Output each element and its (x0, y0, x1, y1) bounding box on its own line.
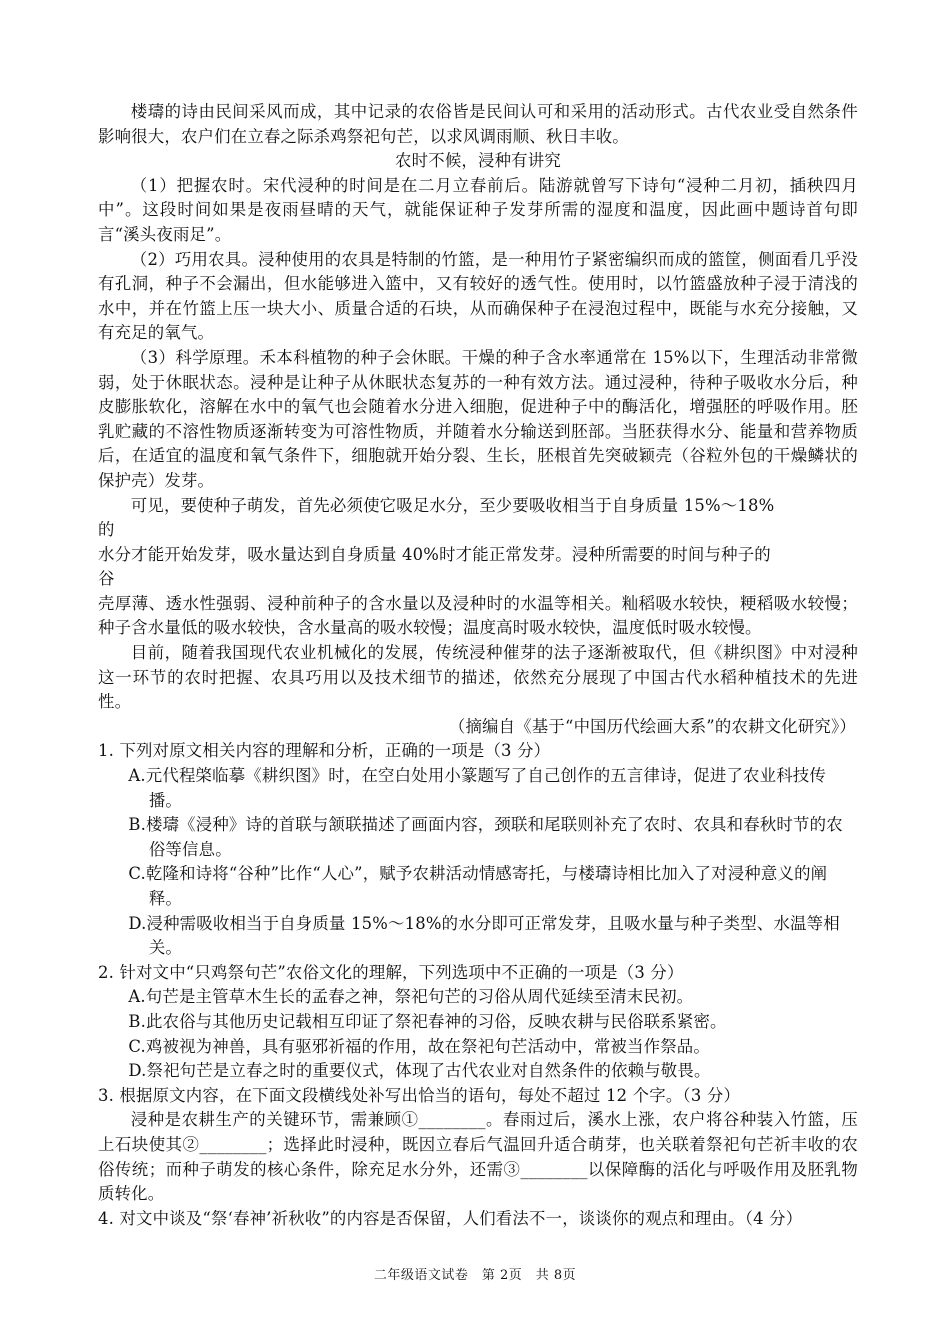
passage-paragraph-5-rest: 壳厚薄、透水性强弱、浸种前种子的含水量以及浸种时的水温等相关。籼稻吸水较快，粳稻吸水较慢；种子含水量低的吸水较快，含水量高的吸水较慢；温度高时吸水较快，温度低时吸水较慢。 (98, 593, 858, 638)
passage-paragraph-5-line-2: 的 (98, 520, 115, 540)
question-2-stem: 2. 针对文中“只鸡祭句芒”农俗文化的理解，下列选项中不正确的一项是（3 分） (98, 962, 684, 982)
page-footer: 二年级语文试卷 第 2页 共 8页 (373, 1268, 577, 1283)
passage-paragraph-4: （3）科学原理。禾本科植物的种子会休眠。干燥的种子含水率通常在 15%以下，生理活动非常微弱，处于休眠状态。浸种是让种子从休眠状态复苏的一种有效方法。通过浸种，待种子吸收水分后，种皮膨胀软化，溶解在水中的氧气也会随着水分进入细胞，促进种子中的酶活化，增强胚的呼吸作用。胚乳贮藏的不溶性物质逐渐转变为可溶性物质，并随着水分输送到胚部。当胚获得水分、能量和营养物质后，在适宜的温度和氧气条件下，细胞就开始分裂、生长，胚根首先突破颖壳（谷粒外包的干燥鳞状的保护壳）发芽。 (98, 347, 858, 490)
passage-paragraph-5-line-3: 水分才能开始发芽，吸水量达到自身质量 40%时才能正常发芽。浸种所需要的时间与种子的 (98, 544, 771, 564)
question-2-option-c: C.鸡被视为神兽，具有驱邪祈福的作用，故在祭祀句芒活动中，常被当作祭品。 (128, 1036, 710, 1056)
passage-paragraph-5-line-1: 可见，要使种子萌发，首先必须使它吸足水分，至少要吸收相当于自身质量 15%～18% (130, 495, 775, 515)
question-2-option-a: A.句芒是主管草木生长的孟春之神，祭祀句芒的习俗从周代延续至清末民初。 (128, 987, 694, 1007)
question-3-stem: 3. 根据原文内容，在下面文段横线处补写出恰当的语句，每处不超过 12 个字。（3 分） (98, 1085, 741, 1105)
question-3-passage: 浸种是农耕生产的关键环节，需兼顾①________。春雨过后，溪水上涨，农户将谷种装入竹篮，压上石块使其②________；选择此时浸种，既因立春后气温回升适合萌芽，也关联着祭祀句芒祈丰收的农俗传统；而种子萌发的核心条件，除充足水分外，还需③________以保障酶的活化与呼吸作用及胚乳物质转化。 (98, 1110, 858, 1204)
question-1-option-d: D.浸种需吸收相当于自身质量 15%～18%的水分即可正常发芽，且吸水量与种子类型、水温等相关。 (128, 913, 840, 958)
passage-paragraph-6: 目前，随着我国现代农业机械化的发展，传统浸种催芽的法子逐渐被取代，但《耕织图》中对浸种这一环节的农时把握、农具巧用以及技术细节的描述，依然充分展现了中国古代水稻种植技术的先进性。 (98, 643, 858, 712)
question-4-stem: 4. 对文中谈及“祭‘春神’祈秋收”的内容是否保留，人们看法不一，谈谈你的观点和理由。（4 分） (98, 1208, 803, 1228)
question-1-stem: 1. 下列对原文相关内容的理解和分析，正确的一项是（3 分） (98, 741, 551, 761)
section-subtitle: 农时不候，浸种有讲究 (395, 151, 561, 171)
passage-paragraph-2: （1）把握农时。宋代浸种的时间是在二月立春前后。陆游就曾写下诗句“浸种二月初，插秧四月中”。这段时间如果是夜雨昼晴的天气，就能保证种子发芽所需的湿度和温度，因此画中题诗首句即言“溪头夜雨足”。 (98, 175, 858, 244)
question-2-option-b: B.此农俗与其他历史记载相互印证了祭祀春神的习俗，反映农耕与民俗联系紧密。 (128, 1011, 727, 1031)
passage-paragraph-5-line-4: 谷 (98, 569, 115, 589)
exam-page (98, 100, 858, 1231)
passage-paragraph-1: 楼璹的诗由民间采风而成，其中记录的农俗皆是民间认可和采用的活动形式。古代农业受自然条件影响很大，农户们在立春之际杀鸡祭祀句芒，以求风调雨顺、秋日丰收。 (98, 102, 858, 146)
passage-paragraph-3: （2）巧用农具。浸种使用的农具是特制的竹篮，是一种用竹子紧密编织而成的篮筐，侧面看几乎没有孔洞，种子不会漏出，但水能够进入篮中，又有较好的透气性。使用时，以竹篮盛放种子浸于清浅的水中，并在竹篮上压一块大小、质量合适的石块，从而确保种子在浸泡过程中，既能与水充分接触，又有充足的氧气。 (98, 249, 858, 343)
question-1-option-a: A.元代程棨临摹《耕织图》时，在空白处用小篆题写了自己创作的五言律诗，促进了农业科技传播。 (128, 766, 826, 810)
passage-source: （摘编自《基于“中国历代绘画大系”的农耕文化研究》） (448, 716, 856, 736)
question-1-option-b: B.楼璹《浸种》诗的首联与颔联描述了画面内容，颈联和尾联则补充了农时、农具和春秋时节的农俗等信息。 (128, 815, 843, 859)
question-1-option-c: C.乾隆和诗将“谷种”比作“人心”，赋予农耕活动情感寄托，与楼璹诗相比加入了对浸种意义的阐释。 (128, 864, 828, 908)
question-2-option-d: D.祭祀句芒是立春之时的重要仪式，体现了古代农业对自然条件的依赖与敬畏。 (128, 1061, 711, 1081)
